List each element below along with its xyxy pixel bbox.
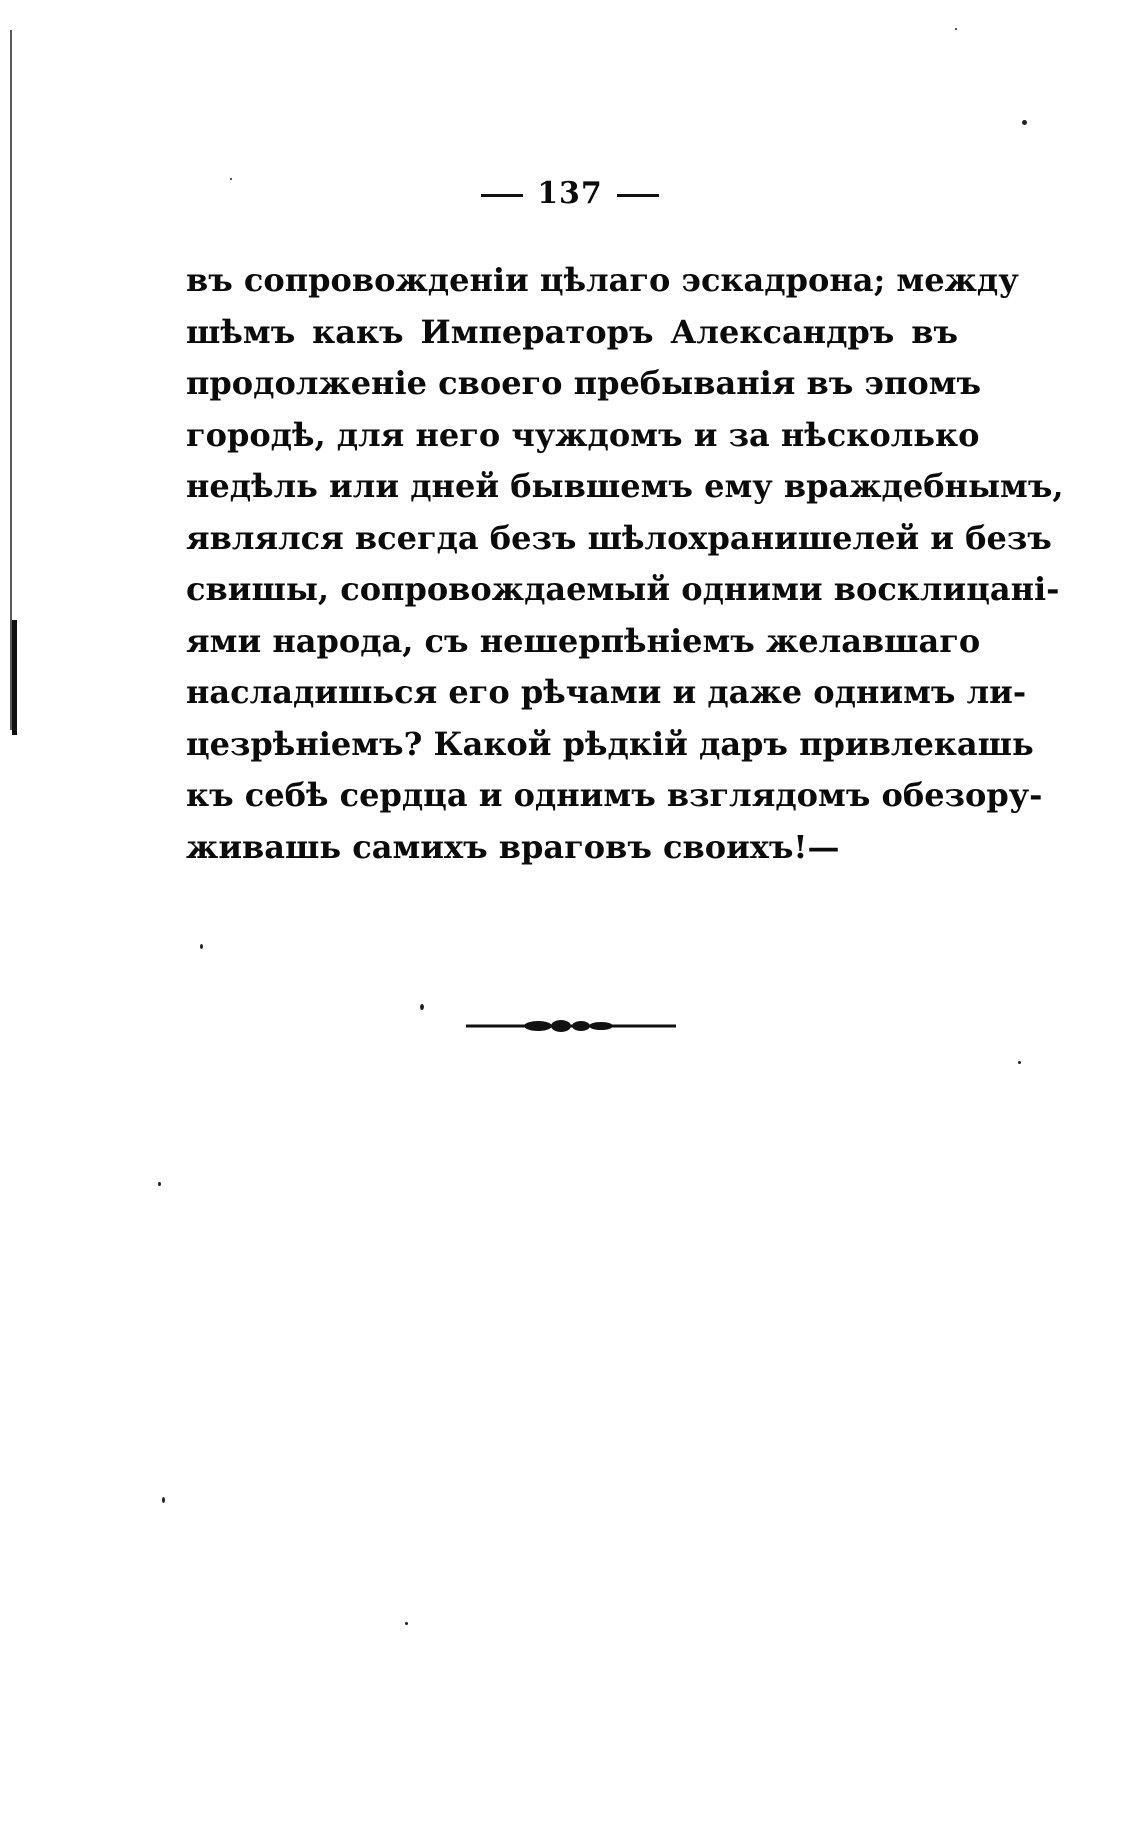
text-line: къ себѣ сердца и однимъ взглядомъ обезору- bbox=[186, 776, 1043, 814]
text-line: городѣ, для него чуждомъ и за нѣсколько bbox=[186, 415, 980, 454]
print-speck bbox=[230, 178, 232, 180]
end-ornament bbox=[466, 1016, 676, 1036]
text-line: недѣль или дней бывшемъ ему враждебнымъ, bbox=[186, 467, 1064, 505]
text-line: живашь самихъ враговъ своихъ!— bbox=[186, 827, 840, 866]
page-number: 137 bbox=[537, 176, 603, 211]
text-line: продолженіе своего пребыванія въ эпомъ bbox=[186, 364, 982, 402]
print-speck bbox=[158, 1182, 161, 1186]
print-speck bbox=[1022, 120, 1027, 125]
print-speck bbox=[955, 28, 957, 30]
text-line: ями народа, съ нешерпѣніемъ желавшаго bbox=[186, 621, 981, 660]
text-line: въ сопровожденіи цѣлаго эскадрона; между bbox=[186, 261, 1019, 299]
text-line: шѣмъ какъ Императоръ Александръ въ bbox=[186, 312, 958, 351]
body-text bbox=[186, 255, 1064, 873]
right-dash bbox=[617, 194, 659, 197]
print-speck bbox=[162, 1497, 165, 1503]
text-line: свишы, сопровождаемый одними восклицані- bbox=[186, 570, 1060, 608]
text-line: цезрѣніемъ? Какой рѣдкій даръ привлекашь bbox=[186, 724, 1034, 763]
print-speck bbox=[200, 944, 203, 949]
page-number-header bbox=[0, 176, 1140, 211]
text-line: являлся всегда безъ шѣлохранишелей и безъ bbox=[186, 518, 1052, 557]
print-speck bbox=[405, 1622, 408, 1625]
text-line: насладишься его рѣчами и даже однимъ ли- bbox=[186, 673, 1027, 711]
print-speck bbox=[420, 1004, 424, 1010]
print-speck bbox=[1018, 1061, 1021, 1064]
page-edge-mark bbox=[12, 620, 17, 735]
left-dash bbox=[481, 194, 523, 197]
